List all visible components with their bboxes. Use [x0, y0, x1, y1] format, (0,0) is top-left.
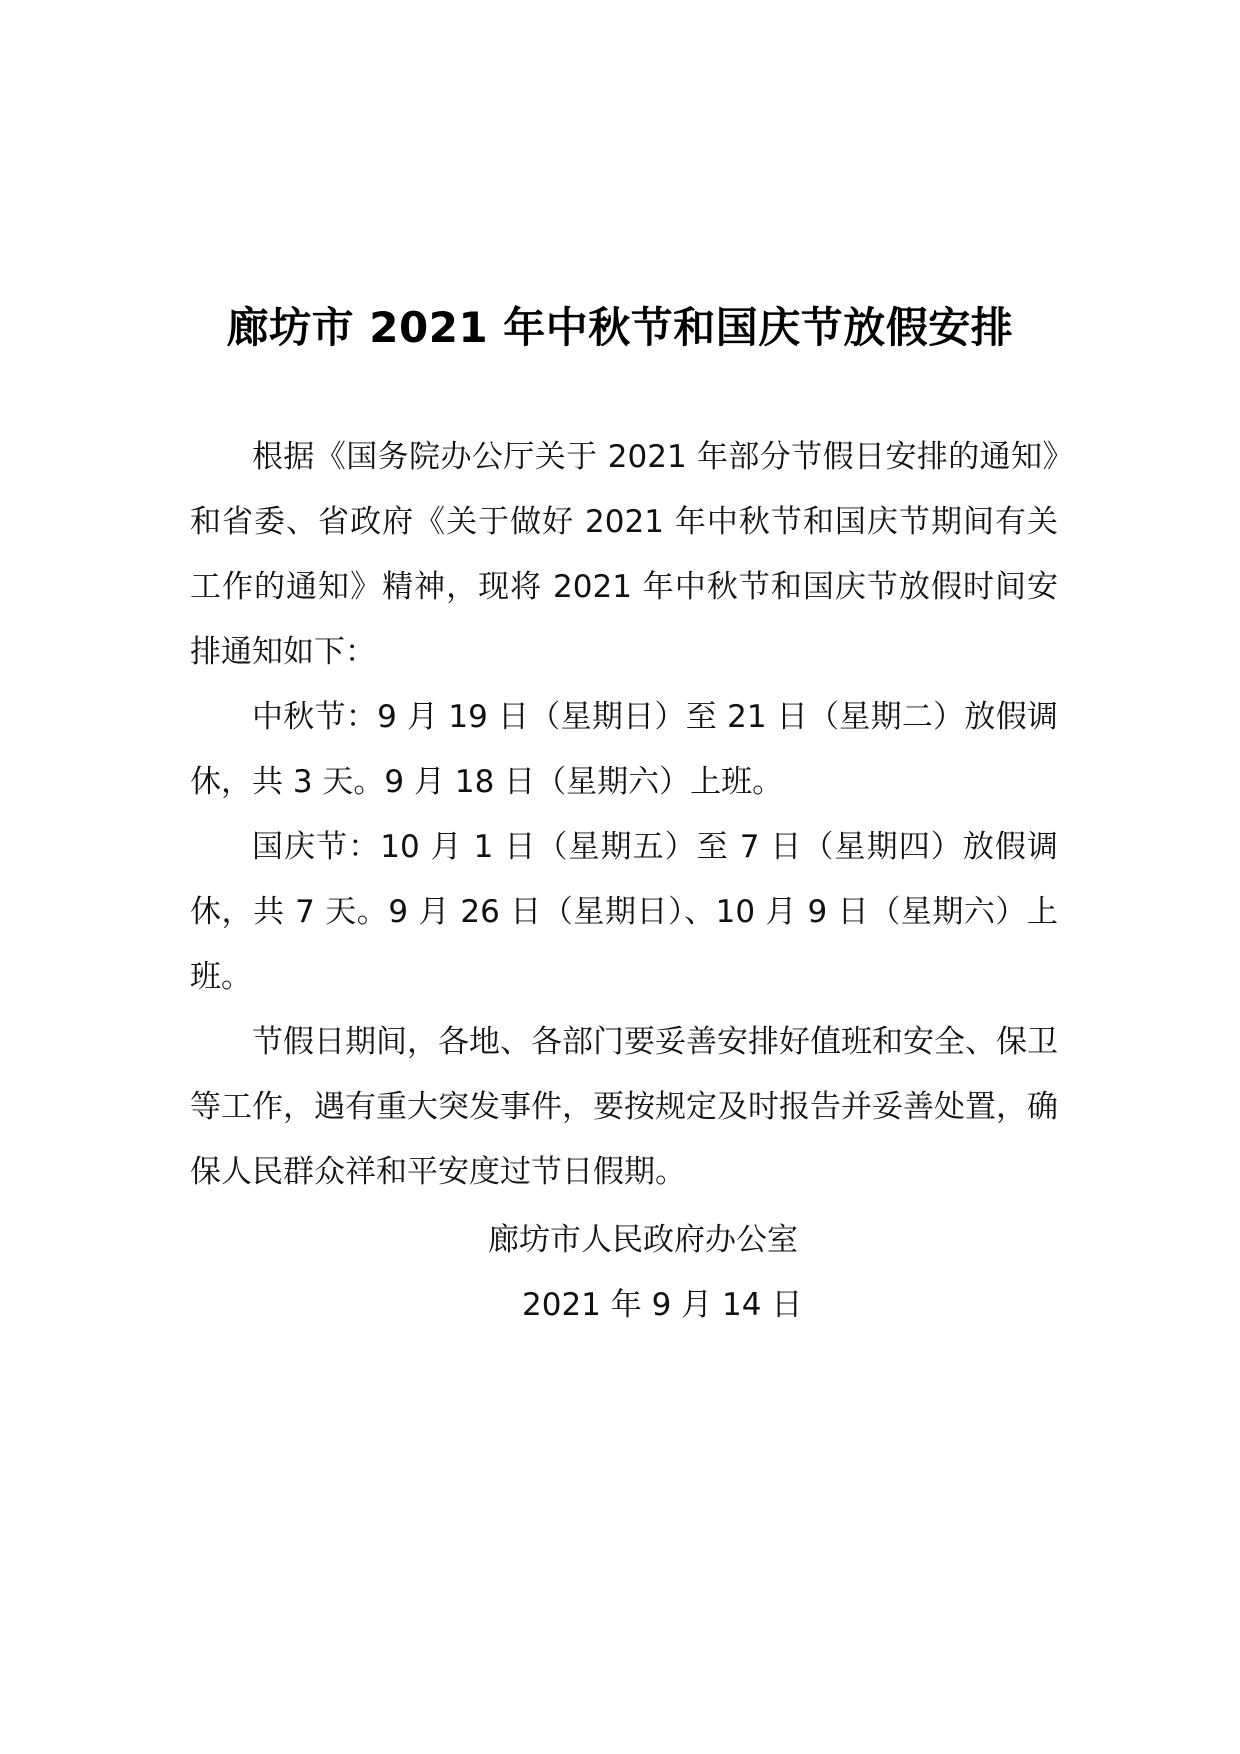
signature-organization: 廊坊市人民政府办公室 — [488, 1222, 798, 1258]
paragraph-intro: 根据《国务院办公厅关于 2021 年部分节假日安排的通知》和省委、省政府《关于做好 2021 年中秋节和国庆节期间有关工作的通知》精神，现将 2021 年中秋节和国庆节放假时间安排通知如下： — [190, 439, 1058, 670]
paragraph-mid-autumn: 中秋节：9 月 19 日（星期日）至 21 日（星期二）放假调休，共 3 天。9 月 18 日（星期六）上班。 — [190, 699, 1058, 800]
document-title: 廊坊市 2021 年中秋节和国庆节放假安排 — [226, 303, 1014, 352]
document-body — [190, 425, 1058, 1205]
signature-date: 2021 年 9 月 14 日 — [522, 1287, 803, 1323]
paragraph-duty-notice: 节假日期间，各地、各部门要妥善安排好值班和安全、保卫等工作，遇有重大突发事件，要按规定及时报告并妥善处置，确保人民群众祥和平安度过节日假期。 — [190, 1024, 1058, 1190]
paragraph-national-day: 国庆节：10 月 1 日（星期五）至 7 日（星期四）放假调休，共 7 天。9 月 26 日（星期日）、10 月 9 日（星期六）上班。 — [190, 829, 1058, 995]
